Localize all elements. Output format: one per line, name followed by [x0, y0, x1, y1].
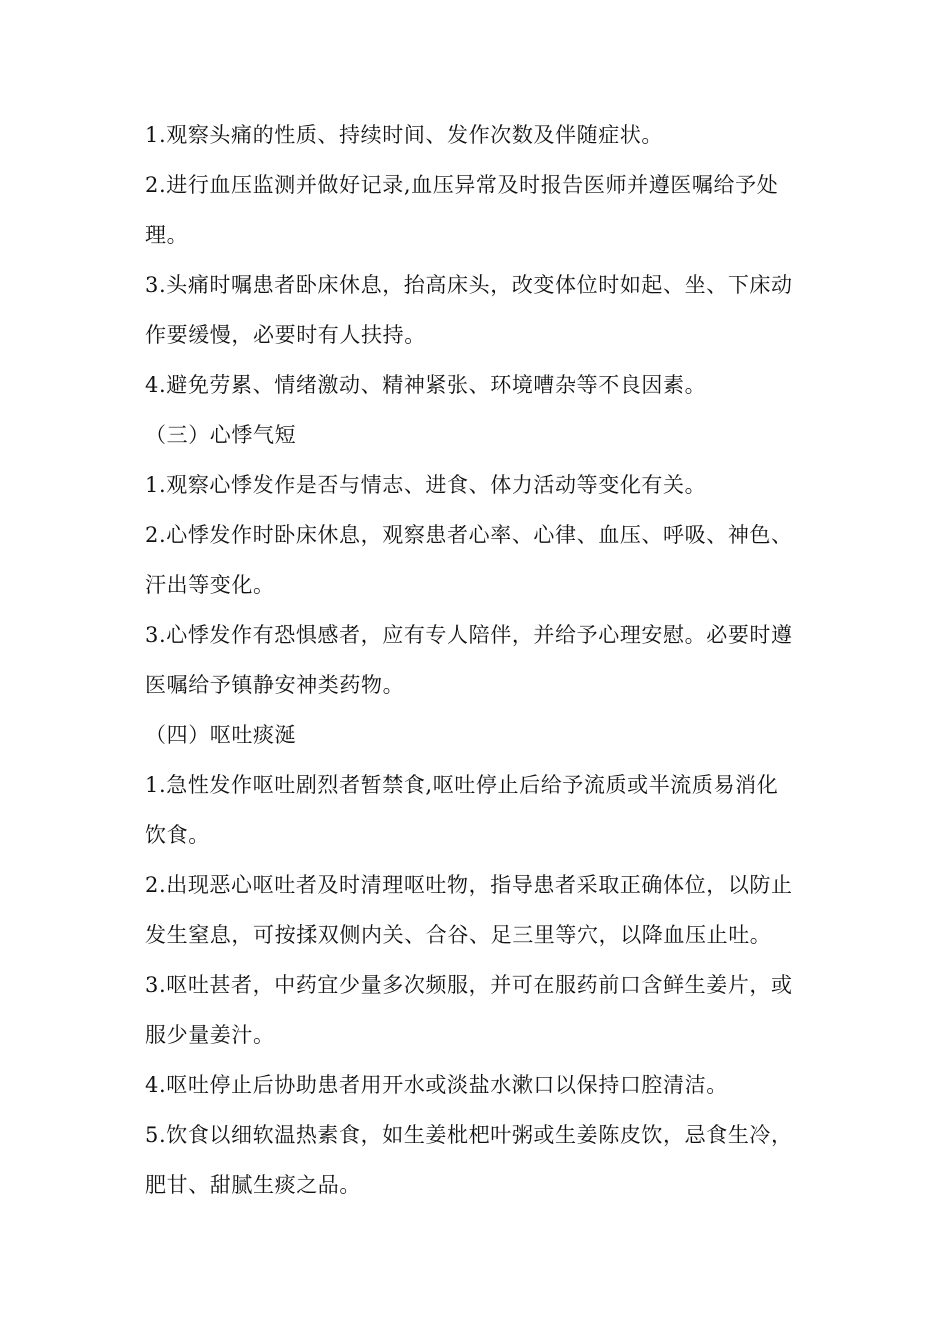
- text-line: 3.心悸发作有恐惧感者，应有专人陪伴，并给予心理安慰。必要时遵: [145, 623, 793, 647]
- text-line: 发生窒息，可按揉双侧内关、合谷、足三里等穴，以降血压止吐。: [145, 923, 772, 947]
- text-line: 服少量姜汁。: [145, 1023, 275, 1047]
- text-line: 作要缓慢，必要时有人扶持。: [145, 323, 426, 347]
- text-line: 3.头痛时嘱患者卧床休息，抬高床头，改变体位时如起、坐、下床动: [145, 273, 793, 297]
- text-line: 2.心悸发作时卧床休息，观察患者心率、心律、血压、呼吸、神色、: [145, 523, 793, 547]
- text-line: 饮食。: [145, 823, 210, 847]
- text-line: 5.饮食以细软温热素食，如生姜枇杷叶粥或生姜陈皮饮，忌食生冷，: [145, 1123, 793, 1147]
- text-line: 2.进行血压监测并做好记录,血压异常及时报告医师并遵医嘱给予处: [145, 173, 779, 197]
- text-line: 2.出现恶心呕吐者及时清理呕吐物，指导患者采取正确体位，以防止: [145, 873, 793, 897]
- text-line: 汗出等变化。: [145, 573, 275, 597]
- text-line: 4.呕吐停止后协助患者用开水或淡盐水漱口以保持口腔清洁。: [145, 1073, 728, 1097]
- text-line: 1.急性发作呕吐剧烈者暂禁食,呕吐停止后给予流质或半流质易消化: [145, 773, 779, 797]
- text-line: 理。: [145, 223, 189, 247]
- section-heading: （四）呕吐痰涎: [145, 723, 297, 747]
- text-line: 3.呕吐甚者，中药宜少量多次频服，并可在服药前口含鲜生姜片，或: [145, 973, 793, 997]
- section-heading: （三）心悸气短: [145, 423, 297, 447]
- text-line: 医嘱给予镇静安神类药物。: [145, 673, 405, 697]
- text-line: 1.观察头痛的性质、持续时间、发作次数及伴随症状。: [145, 123, 664, 147]
- text-line: 肥甘、甜腻生痰之品。: [145, 1173, 361, 1197]
- text-line: 1.观察心悸发作是否与情志、进食、体力活动等变化有关。: [145, 473, 707, 497]
- text-line: 4.避免劳累、情绪激动、精神紧张、环境嘈杂等不良因素。: [145, 373, 707, 397]
